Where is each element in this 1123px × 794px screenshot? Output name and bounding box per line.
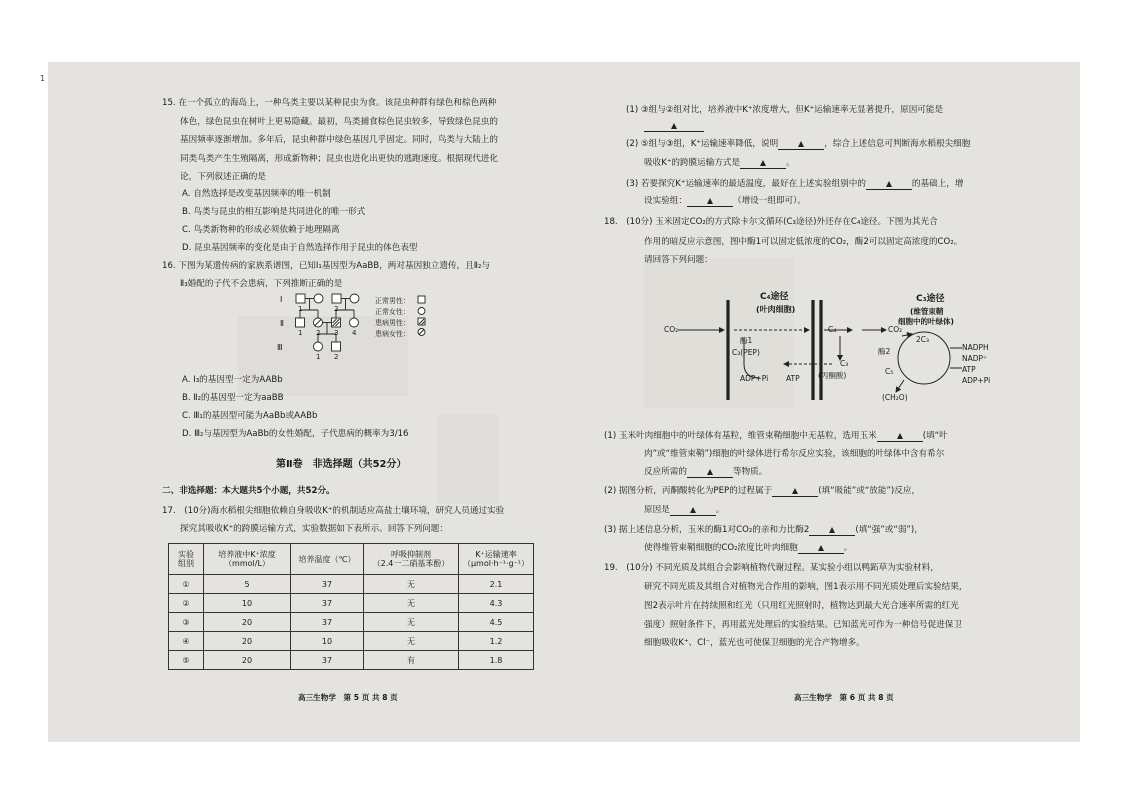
diagram-c5: C₅ [885, 367, 894, 376]
table-cell: 无 [364, 594, 459, 613]
triangle-marker-icon [707, 469, 713, 475]
q15-line: 论，下列叙述正确的是 [180, 172, 266, 182]
answer-blank[interactable] [809, 526, 855, 536]
table-header: K⁺运输速率 （μmol·h⁻¹·g⁻¹） [459, 544, 534, 575]
q16-option-d: D. Ⅲ₂与基因型为AaBb的女性婚配，子代患病的概率为3/16 [182, 429, 409, 439]
q15-line: 基因频率逐渐增加。多年后，昆虫种群中绿色基因几乎固定。同时，鸟类与大陆上的 [180, 135, 498, 145]
diagram-c3-subtitle: 细胞中的叶绿体) [898, 317, 954, 326]
q18-sub2: (2) 据图分析，丙酮酸转化为PEP的过程属于 (填“吸能”或“放能”)反应， [604, 486, 921, 496]
table-cell: 5 [204, 575, 291, 594]
diagram-c4-subtitle: (叶肉细胞) [756, 305, 796, 314]
q16-line: 16. 下图为某遗传病的家族系谱图，已知Ⅰ₁基因型为AaBB，两对基因独立遗传，且Ⅱ₂与 [162, 261, 490, 271]
q19-line: 强度）照射条件下，再用蓝光处理后的实验结果。已知蓝光可作为一种信号促进保卫 [644, 620, 962, 630]
table-header: 培养液中K⁺浓度 （mmol/L） [204, 544, 291, 575]
q16-option-a: A. Ⅰ₃的基因型一定为AABb [182, 375, 283, 385]
pedigree-num: 2 [316, 329, 321, 337]
table-cell: ④ [169, 632, 204, 651]
table-header: 实验 组别 [169, 544, 204, 575]
q15-line: 体色，绿色昆虫在树叶上更易隐藏。最初，鸟类捕食棕色昆虫较多，导致绿色昆虫的 [180, 117, 498, 127]
q15-option-c: C. 鸟类新物种的形成必须依赖于地理隔离 [182, 225, 340, 235]
q19-line: 19. (10分) 不同光质及其组合会影响植物代谢过程。某实验小组以鸭跖草为实验材料， [604, 563, 939, 573]
answer-blank[interactable] [644, 122, 704, 132]
table-cell: 4.5 [459, 613, 534, 632]
diagram-atp: ATP [786, 374, 800, 383]
triangle-marker-icon [707, 198, 713, 204]
triangle-marker-icon [897, 433, 903, 439]
diagram-enzyme1: 酶1 [740, 336, 753, 345]
pedigree-num: 2 [334, 305, 339, 313]
diagram-c4-label: C₄ [828, 325, 837, 334]
table-cell: 10 [291, 632, 364, 651]
pedigree-gen-II: Ⅱ [280, 319, 284, 328]
q18-line: 作用的暗反应示意图，图中酶1可以固定低浓度的CO₂，酶2可以固定高浓度的CO₂。 [644, 237, 963, 247]
table-cell: 1.8 [459, 651, 534, 670]
q18-sub3-cont: 使得维管束鞘细胞的CO₂浓度比叶肉细胞 。 [644, 543, 853, 553]
diagram-c3-subtitle: (维管束鞘 [910, 307, 944, 316]
q15-option-d: D. 昆虫基因频率的变化是由于自然选择作用于昆虫的体色表型 [182, 243, 418, 253]
part-2-title: 第Ⅱ卷 非选择题（共52分） [276, 459, 407, 470]
table-cell: 有 [364, 651, 459, 670]
table-header: 呼吸抑制剂 （2.4一二硝基苯酚） [364, 544, 459, 575]
table-row [169, 613, 534, 632]
page-footer: 高三生物学 第 6 页 共 8 页 [794, 693, 894, 702]
diagram-2c3: 2C₃ [916, 335, 930, 344]
table-header: 培养温度（℃） [291, 544, 364, 575]
diagram-pep: C₃(PEP) [732, 348, 760, 357]
table-row [169, 594, 534, 613]
table-cell: ⑤ [169, 651, 204, 670]
q15-option-a: A. 自然选择是改变基因频率的唯一机制 [182, 189, 331, 199]
q16-option-c: C. Ⅲ₁的基因型可能为AaBb或AABb [182, 411, 318, 421]
diagram-adp-pi: ADP+Pi [740, 374, 769, 383]
diagram-nadph: NADPH [962, 343, 989, 352]
page-edge-marker: 1 [40, 74, 46, 83]
q18-sub1-cont: 肉”或“维管束鞘”)细胞的叶绿体进行希尔反应实验，该细胞的叶绿体中含有希尔 [644, 449, 945, 459]
table-cell: ③ [169, 613, 204, 632]
table-cell: 1.2 [459, 632, 534, 651]
answer-blank[interactable] [772, 487, 818, 497]
page-footer: 高三生物学 第 5 页 共 8 页 [298, 693, 398, 702]
q18-line: 18. (10分) 玉米固定CO₂的方式除卡尔文循环(C₃途径)外还存在C₄途径。下图为其光合 [604, 217, 938, 227]
q17-sub1: (1) ③组与②组对比，培养液中K⁺浓度增大，但K⁺运输速率无显著提升，原因可能是 [626, 105, 944, 115]
table-row [169, 575, 534, 594]
table-cell: 20 [204, 632, 291, 651]
triangle-marker-icon [798, 141, 804, 147]
q18-sub1-cont: 反应所需的 等物质。 [644, 467, 768, 477]
triangle-marker-icon [690, 507, 696, 513]
pedigree-num: 2 [334, 353, 339, 361]
exam-page-6 [564, 62, 1080, 742]
q18-line: 请回答下列问题： [644, 255, 713, 265]
triangle-marker-icon [760, 160, 766, 166]
q15-option-b: B. 鸟类与昆虫的相互影响是共同进化的唯一形式 [182, 207, 366, 217]
table-cell: ② [169, 594, 204, 613]
triangle-marker-icon [829, 527, 835, 533]
q16-option-b: B. Ⅱ₂的基因型一定为aaBB [182, 393, 284, 403]
table-cell: 20 [204, 613, 291, 632]
pedigree-num: 1 [298, 329, 303, 337]
diagram-adp-pi: ADP+Pi [962, 376, 991, 385]
scanned-exam-spread [48, 62, 1080, 742]
table-cell: ① [169, 575, 204, 594]
answer-blank[interactable] [670, 506, 716, 516]
q19-line: 图2表示叶片在持续照和红光（只用红光照射时，植物达到最大光合速率所需的红光 [644, 601, 959, 611]
diagram-co2-label: CO₂ [664, 325, 679, 334]
q17-line: 17. (10分)海水稻根尖细胞依赖自身吸收K⁺的机制适应高盐土壤环境，研究人员通过实验 [162, 506, 505, 516]
q15-line: 同类鸟类产生生殖隔离，形成新物种；昆虫也进化出更快的逃跑速度。根据现代进化 [180, 154, 498, 164]
table-cell: 无 [364, 613, 459, 632]
table-cell: 37 [291, 594, 364, 613]
triangle-marker-icon [792, 488, 798, 494]
table-row [169, 651, 534, 670]
answer-blank[interactable] [687, 468, 733, 478]
diagram-nadp: NADP⁺ [962, 354, 987, 363]
pedigree-chart [278, 290, 448, 370]
q17-sub1-answer [644, 121, 704, 132]
table-cell: 37 [291, 651, 364, 670]
diagram-c3: C₃ [840, 359, 849, 368]
answer-blank[interactable] [687, 197, 733, 207]
q16-line: Ⅱ₃婚配的子代不会患病，下列推断正确的是 [180, 279, 343, 289]
triangle-marker-icon [671, 123, 677, 129]
table-cell: 无 [364, 632, 459, 651]
table-cell: 无 [364, 575, 459, 594]
diagram-atp: ATP [962, 365, 976, 374]
table-cell: 2.1 [459, 575, 534, 594]
diagram-enzyme2: 酶2 [878, 347, 891, 356]
answer-blank[interactable] [877, 432, 923, 442]
diagram-c4-title: C₄途径 [760, 292, 789, 302]
triangle-marker-icon [818, 545, 824, 551]
answer-blank[interactable] [778, 140, 824, 150]
table-cell: 20 [204, 651, 291, 670]
table-cell: 10 [204, 594, 291, 613]
pedigree-legend-label: 正常女性： [375, 308, 410, 316]
pedigree-legend-label: 正常男性： [375, 297, 410, 305]
diagram-co2-label: CO₂ [888, 325, 903, 334]
q17-line: 探究其吸收K⁺的跨膜运输方式，实验数据如下表所示。回答下列问题： [180, 524, 448, 534]
diagram-c3-title: C₃途径 [916, 294, 945, 304]
q15-line: 15. 在一个孤立的海岛上，一种鸟类主要以某种昆虫为食。该昆虫种群有绿色和棕色两种 [162, 98, 497, 108]
q17-sub2: (2) ⑤组与③组，K⁺运输速率降低，说明 ，综合上述信息可判断海水稻根尖细胞 [626, 139, 971, 149]
section-2-heading: 二、非选择题：本大题共5个小题，共52分。 [162, 486, 335, 496]
q19-line: 细胞吸收K⁺、Cl⁻，蓝光也可使保卫细胞的光合产物增多。 [644, 638, 865, 648]
table-header-row [169, 544, 534, 575]
pedigree-gen-III: Ⅲ [277, 343, 283, 352]
q18-sub3: (3) 据上述信息分析，玉米的酶1对CO₂的亲和力比酶2 (填“强”或“弱”)， [604, 525, 923, 535]
bleed-through-patch [438, 414, 498, 504]
pedigree-legend-label: 患病女性： [375, 330, 410, 338]
table-cell: 4.3 [459, 594, 534, 613]
q19-line: 研究不同光质及其组合对植物光合作用的影响，图1表示用不同光质处理后实验结果， [644, 582, 968, 592]
answer-blank[interactable] [740, 159, 786, 169]
q18-sub1: (1) 玉米叶肉细胞中的叶绿体有基粒，维管束鞘细胞中无基粒，选用玉米 (填“叶 [604, 431, 948, 441]
q17-sub2-cont: 吸收K⁺的跨膜运输方式是 。 [644, 158, 795, 168]
pedigree-num: 3 [334, 329, 339, 337]
k-transport-table [168, 543, 534, 670]
exam-page-5 [48, 62, 564, 742]
pedigree-num: 4 [352, 329, 357, 337]
answer-blank[interactable] [798, 544, 844, 554]
pedigree-legend-label: 患病男性： [375, 319, 410, 327]
diagram-ch2o: (CH₂O) [882, 393, 908, 402]
pedigree-gen-I: Ⅰ [280, 295, 283, 304]
pedigree-num: 1 [316, 353, 321, 361]
pedigree-num: 1 [298, 305, 303, 313]
table-cell: 37 [291, 613, 364, 632]
diagram-pyruvate: (丙酮酸) [818, 371, 847, 380]
q18-sub2-cont: 原因是 。 [644, 505, 725, 515]
q17-sub3: (3) 若要探究K⁺运输速率的最适温度，最好在上述实验组别中的 的基础上，增 [626, 179, 964, 189]
table-cell: 37 [291, 575, 364, 594]
table-row [169, 632, 534, 651]
q17-sub3-cont: 设实验组： （增设一组即可）。 [644, 196, 807, 206]
triangle-marker-icon [886, 181, 892, 187]
answer-blank[interactable] [866, 180, 912, 190]
